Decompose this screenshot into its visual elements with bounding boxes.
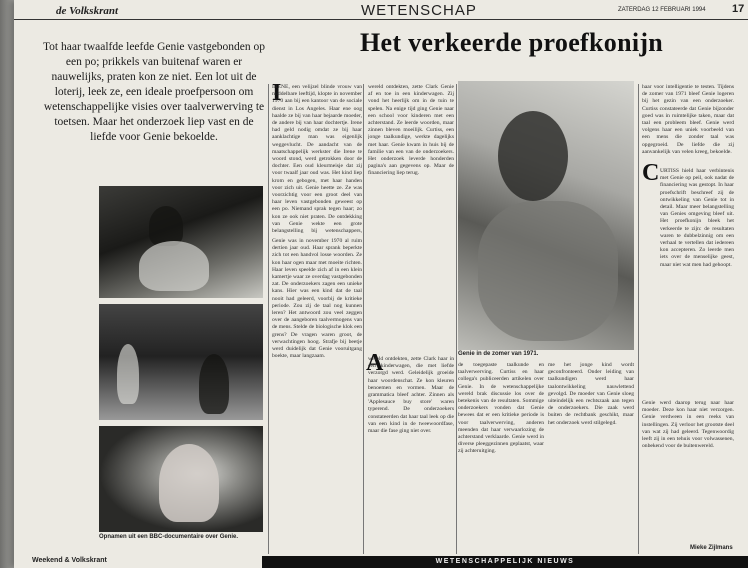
photo-genie-with-rabbit: [99, 186, 263, 298]
drop-cap-a: A: [366, 350, 384, 376]
article-headline: Het verkeerde proefkonijn: [360, 28, 664, 57]
body-column-5: de toegepaste taalkunde en taalverwerving. Curtiss en haar collega's publiceerden artikelen over Genie. In de wetenschappelijke wereld brak discussie los over de betekenis van de resultaten. Sommige onderzoekers vonden dat Genie bewees dat er een kritieke periode is voor taalverwerving, anderen meenden dat haar verwaarlozing de achterstand verklaarde. Genie werd in diverse pleeggezinnen geplaatst, waar zij achteruitging.: [458, 362, 544, 455]
body-column-1: IRENE, een velijzel blinde vrouw van middelbare leeftijd, klopte in november 1970 aan bij een kantoor van de sociale dienst in Los Angeles. Haar ene oog haalde ze bij van haar bejaarde moeder, de andere bij van haar dochtertje. Irene had geld nodig omdat ze bij haar aanklachtige man was eigenlijk weggevlucht. De aandacht van de maatschappelijk werkster die Irene te woord stond, werd getrokken door de dochter. Een oud kleurmeisje dat zij voor twaalf jaar oud was. Het kind liep krom en gebogen, met haar handen voor zich uit. Genie heette ze. Ze was voorzichtig voor een groot deel van haar leven vastgebonden geweest op een po. Niemand sprak tegen haar; zo kon ze ook niet praten. De ontdekking van Genie wekte een grote belangstelling bij wetenschappers,: [272, 84, 362, 234]
header-rule: [14, 19, 748, 20]
body-column-6: me het jonge kind wordt geconfronteerd. Onder leiding van taalkundigen werd haar taalontwikkeling nauwlettend gevolgd. De moeder van Genie sloeg uiteindelijk een rechtszaak aan tegen de onderzoekers. Die zaak werd buiten de rechtbank geschikt, maar het onderzoek werd stilgelegd.: [548, 362, 634, 426]
photo-caption-left: Opnamen uit een BBC-documentaire over Genie.: [99, 534, 239, 540]
photo-genie-standing: [99, 304, 263, 420]
masthead: de Volkskrant: [56, 5, 119, 17]
drop-cap-c: C: [642, 160, 660, 186]
photo-caption-right: Genie in de zomer van 1971.: [458, 351, 539, 357]
body-column-7: haar voor intelligentie te testen. Tijdens de zomer van 1971 bleef Genie logeren bij het gezin van een onderzoeker. Curtiss constateerde dat Genie bijzonder goed was in ruimtelijke taken, maar dat taal een probleem bleef. Genie werd volgens haar een uniek voorbeeld van een mens die zonder taal was opgegroeid. De liefde die zij aanvankelijk van velen kreeg, bekoelde.: [642, 84, 734, 155]
body-column-4: wereld ontdekten, zette Clark haar in een kinderwagen, die met liefde verzorgd werd. Geleidelijk groeide haar woordenschat. Ze kon kleuren benoemen en vormen. Maar de grammatica bleef achter. Zinnen als 'Applesauce buy store' waren typerend. De onderzoekers constateerden dat haar taal leek op die van een kind in de tweewoordfase, maar die fase ging niet over.: [368, 356, 454, 435]
drop-cap-i: I: [272, 80, 282, 106]
column-divider: [363, 84, 364, 554]
column-divider: [268, 84, 269, 554]
body-column-2: Genie was in november 1970 al ruim dertien jaar oud. Haar sprank beperkte zich tot een handvol losse woorden. Ze kon haar ogen maar met moeite richten. Haar leven speelde zich af in een klein kamertje waar ze overdag vastgebonden zat. De onderzoekers zagen een unieke kans. Hier was een kind dat de taal nooit had geleerd, voorbij de kritieke periode. Zou zij de taal nog kunnen leren? Het antwoord zou veel zeggen over de aangeboren taalvermogens van de mens. Stelde de biologische klok een grens? De vragen waren groot, de verwachtingen hoog. Strafje bij beetje werd duidelijk dat Genie vooruitgang boekte, maar langzaam.: [272, 238, 362, 360]
section-title: WETENSCHAP: [361, 2, 477, 19]
issue-date: ZATERDAG 12 FEBRUARI 1994: [618, 7, 706, 13]
article-intro: Tot haar twaalfde leefde Genie vastgebonden op een po; prikkels van buitenaf waren er nauwelijks, praten kon ze niet. Een lot uit de loterij, leek ze, een ideale proefpersoon om wetenschappelijke visies over taalverwerving te toetsen. Maar het onderzoek liep vast en de liefde voor Genie bekoelde.: [42, 41, 266, 143]
body-column-9: Genie werd daarop terug naar haar moeder. Deze kon haar niet verzorgen. Genie verdween in een reeks van instellingen. Zij verloor het grootste deel van wat zij had geleerd. Tegenwoordig leeft zij in een tehuis voor volwassenen, onbekend voor de buitenwereld.: [642, 400, 734, 450]
column-divider: [456, 84, 457, 554]
photo-genie-portrait: [99, 426, 263, 532]
column-divider: [638, 84, 639, 554]
body-column-8: URTISS hield haar verbintenis met Genie op peil, ook nadat de financiering was gestopt. In haar proefschrift beschreef zij de ontwikkeling van Genie tot in detail. Maar meer belangstelling van Genies omgeving bleef uit. Het proefkonijn bleek het verkeerde te zijn: de resultaten waren te dubbelzinnig om een verhaal te vertellen dat iedereen kon accepteren. Zo leerde men iets over de menselijke geest, maar niet wat men had gehoopt.: [660, 168, 734, 268]
photo-genie-summer-1971: [458, 81, 634, 350]
footer-supplement-label: Weekend & Volkskrant: [32, 557, 107, 564]
author-byline: Mieke Zijlmans: [690, 545, 733, 551]
page-number: 17: [732, 3, 745, 15]
body-column-3: wereld ontdekten, zette Clark Genie af en toe in een kinderwagen. Zij vond het heerlijk om in de tuin te spelen. Na enige tijd ging Genie naar een school voor kinderen met een achterstand. Ze leerde woorden, maar zinnen bleven moeilijk. Curtiss, een jonge taalkundige, werkte dagelijks met haar. Genie kwam in huis bij de familie van een van de onderzoekers. Het onderzoek leverde honderden pagina's aan gegevens op. Maar de financiering liep terug.: [368, 84, 454, 177]
page-edge-shadow: [0, 0, 14, 568]
footer-section-band: WETENSCHAPPELIJK NIEUWS: [262, 556, 748, 568]
